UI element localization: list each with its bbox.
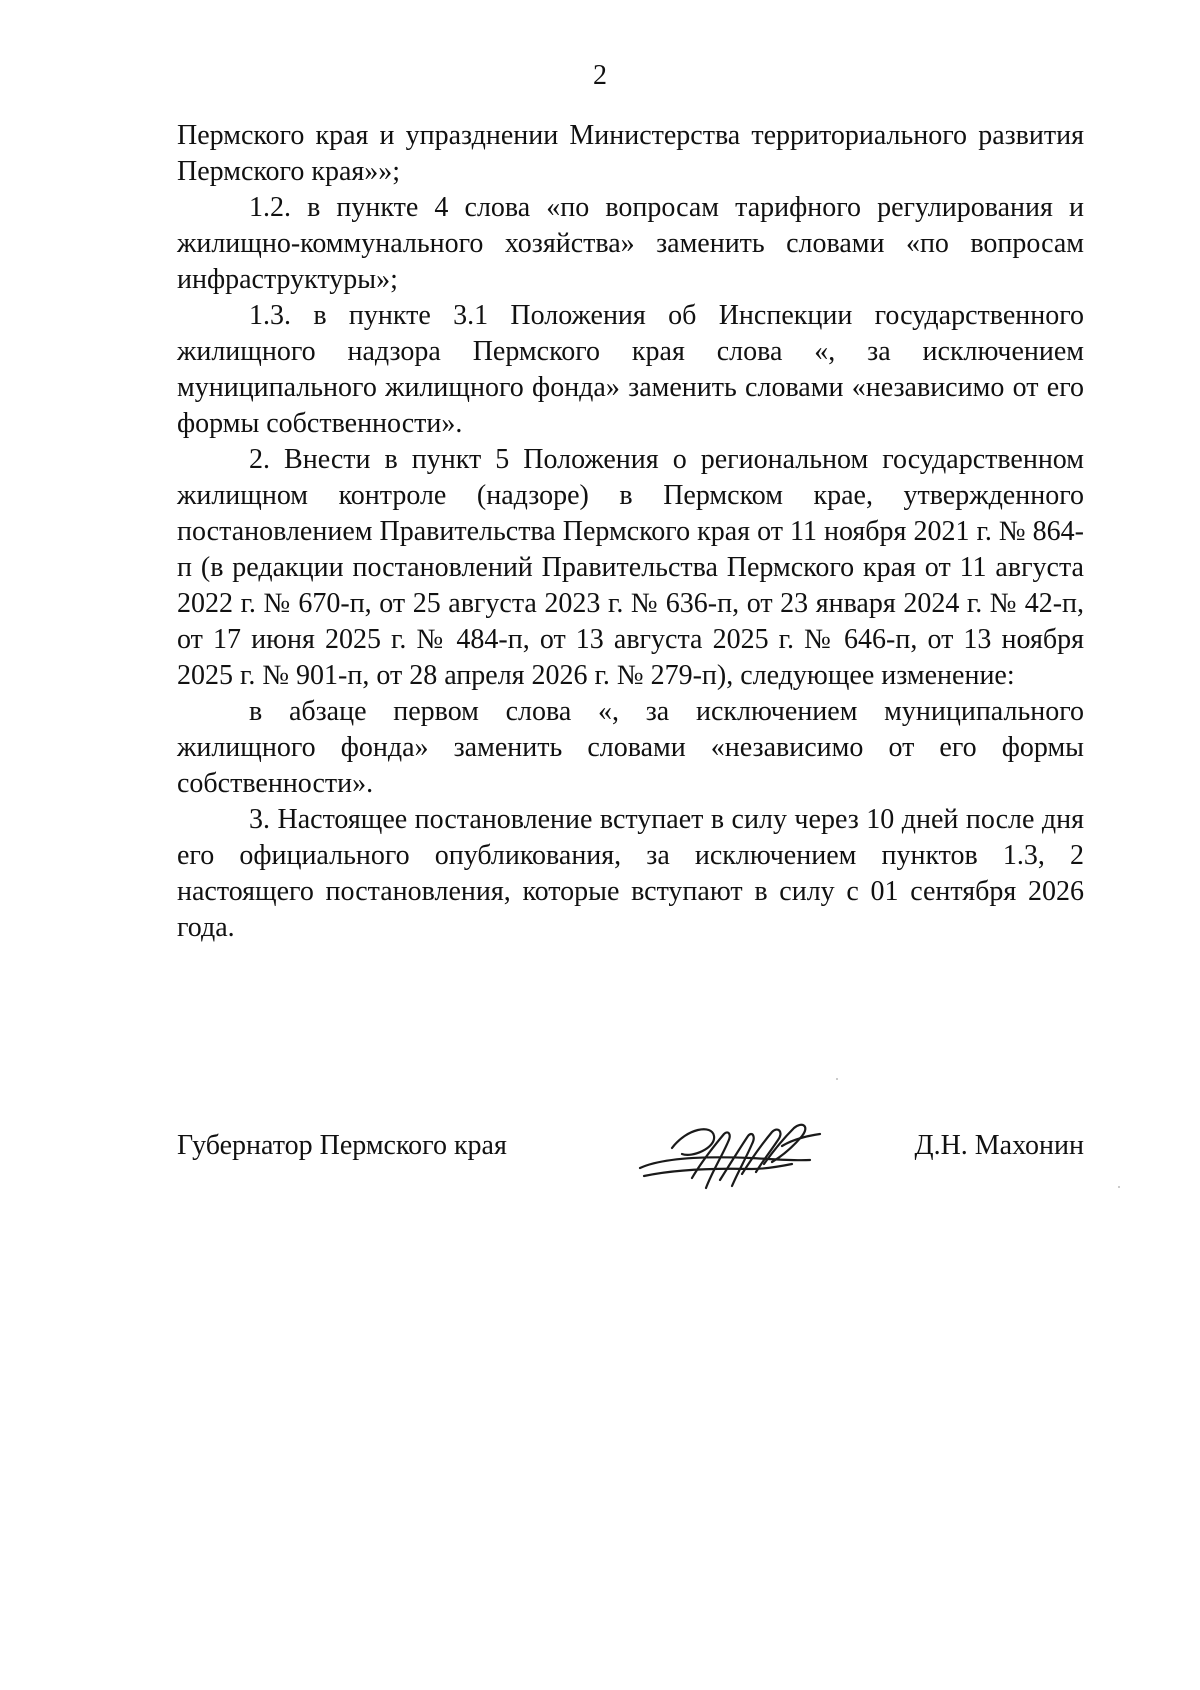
scan-speck	[836, 1078, 838, 1080]
paragraph-continuation: Пермского края и упразднении Министерства территориального развития Пермского края»»;	[177, 120, 1084, 187]
scan-speck	[1118, 1186, 1120, 1188]
document-body	[177, 118, 1084, 946]
paragraph-item-2: 2. Внести в пункт 5 Положения о региональном государственном жилищном контроле (надзоре) в Пермском крае, утвержденного постановлением Правительства Пермского края от 11 ноября 2021 г. № 864-п (в редакции постановлений Правительства Пермского края от 11 августа 2022 г. № 670-п, от 25 августа 2023 г. № 636-п, от 23 января 2024 г. № 42-п, от 17 июня 2025 г. № 484-п, от 13 августа 2025 г. № 646-п, от 13 ноября 2025 г. № 901-п, от 28 апреля 2026 г. № 279-п), следующее изменение:	[177, 444, 1084, 691]
paragraph-item-2-amendment: в абзаце первом слова «, за исключением муниципального жилищного фонда» заменить словами «независимо от его формы собственности».	[177, 696, 1084, 799]
page-number: 2	[593, 60, 607, 91]
paragraph-item-1-3: 1.3. в пункте 3.1 Положения об Инспекции государственного жилищного надзора Пермского края слова «, за исключением муниципального жилищного фонда» заменить словами «независимо от его формы собственности».	[177, 300, 1084, 439]
signature-block	[177, 1118, 1084, 1188]
paragraph-item-3: 3. Настоящее постановление вступает в силу через 10 дней после дня его официального опубликования, за исключением пунктов 1.3, 2 настоящего постановления, которые вступают в силу с 01 сентября 2026 года.	[177, 804, 1084, 943]
handwritten-signature	[632, 1106, 832, 1196]
paragraph-item-1-2: 1.2. в пункте 4 слова «по вопросам тарифного регулирования и жилищно-коммунального хозяйства» заменить словами «по вопросам инфраструктуры»;	[177, 192, 1084, 295]
signatory-name: Д.Н. Махонин	[914, 1130, 1084, 1161]
signatory-position: Губернатор Пермского края	[177, 1130, 507, 1161]
